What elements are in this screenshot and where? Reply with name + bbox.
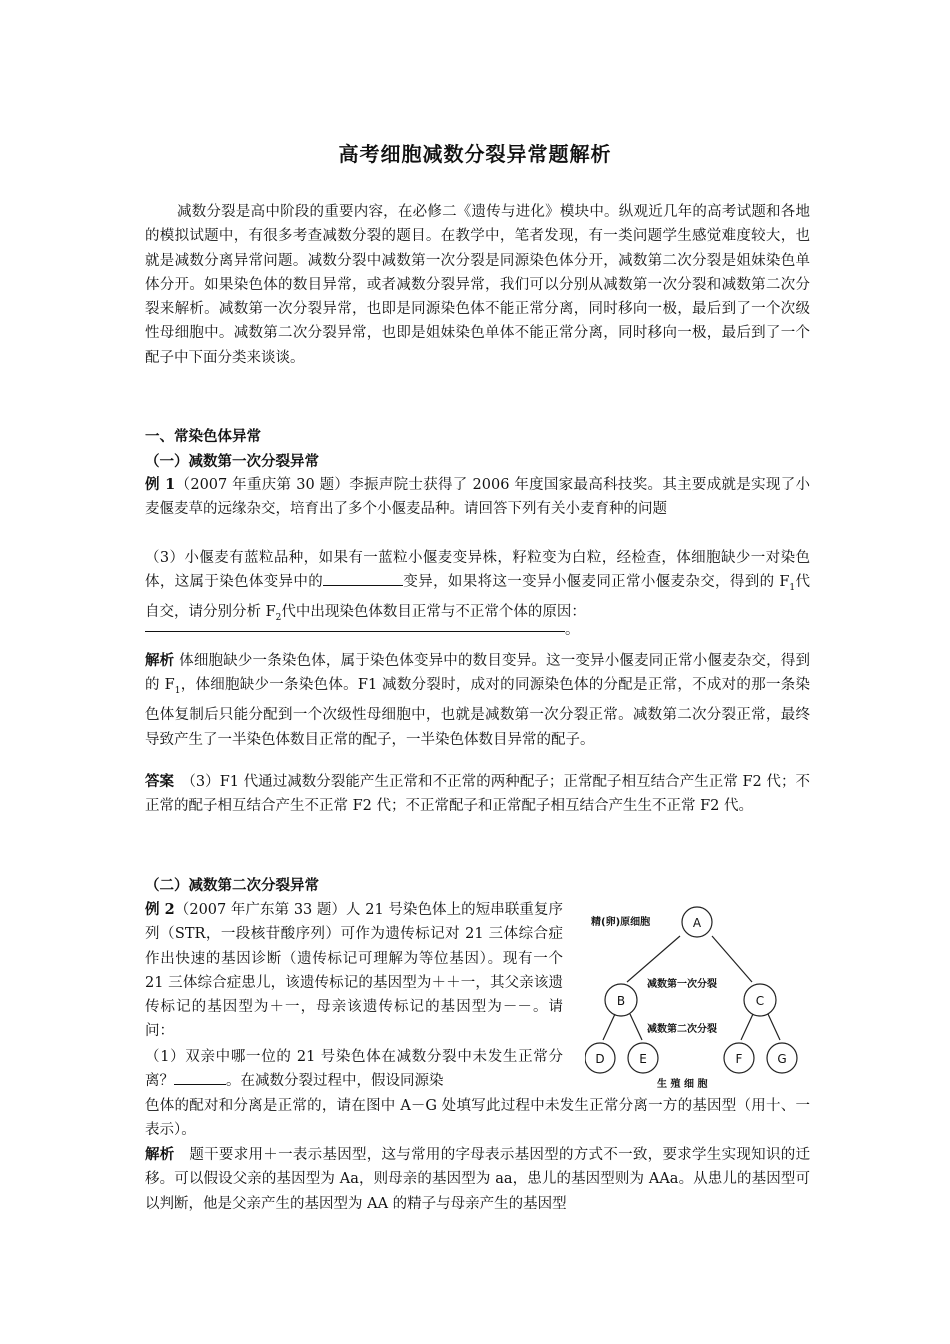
q3-text-d: 代中出现染色体数目正常与不正常个体的原因： <box>281 604 586 621</box>
edge-b-e <box>630 1014 642 1040</box>
example-2-question-1 <box>145 1045 563 1094</box>
answer-label: 答案 <box>145 773 175 790</box>
edge-c-g <box>768 1014 780 1040</box>
node-a-label: A <box>692 916 702 930</box>
section-heading-1: 一、常染色体异常 <box>145 428 261 445</box>
example-1-label: 例 1 <box>145 476 176 493</box>
node-g-label: G <box>777 1052 787 1066</box>
root-cell-label: 精(卵)原细胞 <box>591 917 651 928</box>
node-d-label: D <box>595 1052 605 1066</box>
q1-text-a: （1）双亲中哪一位的 21 号染色体在减数分裂中未发生正常分离？ <box>145 1049 563 1090</box>
edge-a-c <box>712 936 752 982</box>
subsection-heading-1: （一）减数第一次分裂异常 <box>145 453 319 470</box>
example-2-analysis <box>145 1143 810 1216</box>
analysis-text-a: 体细胞缺少一条染色体，属于染色体变异中的数目变异。这一变异小偃麦同正常小偃麦杂交，得到的 F <box>145 653 811 694</box>
subscript-1: 1 <box>789 583 796 594</box>
example-1-question-3 <box>145 546 810 631</box>
blank-end-period: 。 <box>565 622 580 638</box>
intro-paragraph: 减数分裂是高中阶段的重要内容，在必修二《遗传与进化》模块中。纵观近几年的高考试题和各地的模拟试题中，有很多考查减数分裂的题目。在教学中，笔者发现，有一类问题学生感觉难度较大，也就是减数分离异常问题。减数分裂中减数第一次分裂是同源染色体分开，减数第二次分裂是姐妹染色单体分开。如果染色体的数目异常，或者减数分裂异常，我们可以分别从减数第一次分裂和减数第二次分裂来解析。减数第一次分裂异常，也即是同源染色体不能正常分离，同时移向一极，最后到了一个次级性母细胞中。减数第二次分裂异常，也即是姐妹染色单体不能正常分离，同时移向一极，最后到了一个配子中下面分类来谈谈。 <box>145 204 810 366</box>
node-e-label: E <box>639 1052 647 1066</box>
meiosis-2-label: 减数第二次分裂 <box>647 1024 717 1035</box>
node-f-label: F <box>735 1052 743 1066</box>
subsection-heading-2: （二）减数第二次分裂异常 <box>145 877 319 894</box>
answer-blank-2[interactable] <box>145 631 565 632</box>
node-c-label: C <box>755 994 765 1008</box>
subscript-1b: 1 <box>174 686 181 697</box>
answer-blank-3[interactable] <box>174 1070 226 1085</box>
meiosis-1-label: 减数第一次分裂 <box>647 979 717 990</box>
germ-cell-label: 生 殖 细 胞 <box>657 1079 708 1090</box>
analysis-2-label: 解析 <box>145 1146 175 1163</box>
node-b-label: B <box>616 994 626 1008</box>
example-1-answer <box>145 770 810 819</box>
q3-text-b: 变异，如果将这一变异小偃麦同正常小偃麦杂交，得到的 F <box>403 574 790 591</box>
answer-text: （3）F1 代通过减数分裂能产生正常和不正常的两种配子；正常配子相互结合产生正常 F2 代；不正常的配子相互结合产生不正常 F2 代；不正常配子和正常配子相互结合产生生不正常 F2 代。 <box>145 774 811 815</box>
example-2-paragraph <box>145 898 563 1044</box>
meiosis-diagram <box>585 898 810 1098</box>
edge-a-b <box>627 936 680 982</box>
example-1-analysis <box>145 649 810 752</box>
example-1-paragraph <box>145 473 810 522</box>
q3-text-c: 代自交，请分别分析 F <box>145 574 810 621</box>
edge-c-f <box>741 1014 753 1040</box>
example-1-text: （2007 年重庆第 30 题）李振声院士获得了 2006 年度国家最高科技奖。其主要成就是实现了小麦偃麦草的远缘杂交，培育出了多个小偃麦品种。请回答下列有关小麦育种的问题 <box>145 477 811 518</box>
analysis-text-b: ，体细胞缺少一条染色体。F1 减数分裂时，成对的同源染色体的分配是正常，不成对的那一条染色体复制后只能分配到一个次级性母细胞中，也就是减数第一次分裂正常。减数第二次分裂正常，最终导致产生了一半染色体数目正常的配子，一半染色体数目异常的配子。 <box>145 677 810 748</box>
page-title: 高考细胞减数分裂异常题解析 <box>338 142 612 166</box>
subscript-2: 2 <box>275 613 282 624</box>
q3-text-a: （3）小偃麦有蓝粒品种，如果有一蓝粒小偃麦变异株，籽粒变为白粒，经检查，体细胞缺少一对染色体，这属于染色体变异中的 <box>145 550 810 591</box>
answer-blank-1[interactable] <box>323 571 403 586</box>
edge-b-d <box>603 1014 615 1040</box>
q1-text-b: 。在减数分裂过程中，假设同源染 <box>226 1073 444 1090</box>
analysis-2-text: 题干要求用＋一表示基因型，这与常用的字母表示基因型的方式不一致，要求学生实现知识的迁移。可以假设父亲的基因型为 Aa，则母亲的基因型为 aa，患儿的基因型则为 AAa。从患儿的基因型可以判断，他是父亲产生的基因型为 AA 的精子与母亲产生的基因型 <box>145 1147 811 1212</box>
example-2-text: （2007 年广东第 33 题）人 21 号染色体上的短串联重复序列（STR，一段核苷酸序列）可作为遗传标记对 21 三体综合症作出快速的基因诊断（遗传标记可理解为等位基因）。现有一个 21 三体综合症患儿，该遗传标记的基因型为＋＋一，其父亲该遗传标记的基因型为＋一，母亲该遗传标记的基因型为－－。请问： <box>145 902 563 1040</box>
example-2-label: 例 2 <box>145 901 175 918</box>
example-2-question-1-cont: 色体的配对和分离是正常的，请在图中 A－G 处填写此过程中未发生正常分离一方的基因型（用十、一表示）。 <box>145 1098 810 1139</box>
analysis-label: 解析 <box>145 652 175 669</box>
